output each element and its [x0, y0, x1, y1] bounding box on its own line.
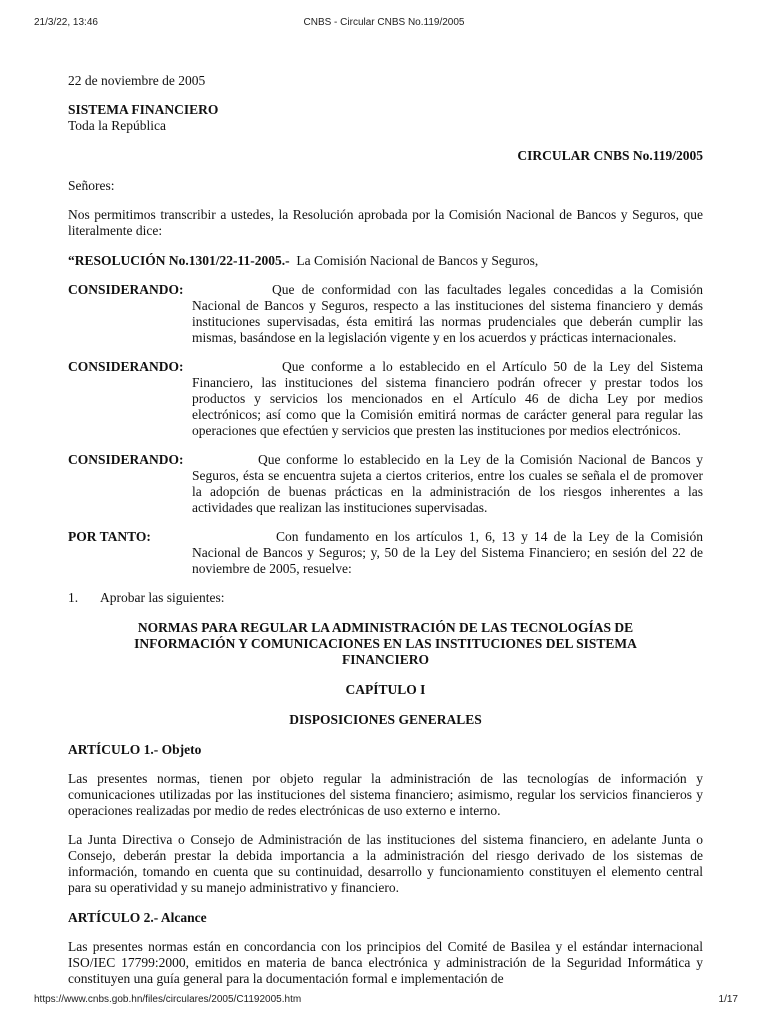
- resolucion-label: “RESOLUCIÓN No.1301/22-11-2005.-: [68, 253, 290, 268]
- item-number: 1.: [68, 590, 79, 605]
- chapter-subheading: DISPOSICIONES GENERALES: [289, 712, 482, 727]
- print-url: https://www.cnbs.gob.hn/files/circulares/2005/C1192005.htm: [34, 994, 302, 1005]
- article-2-title: ARTÍCULO 2.- Alcance: [68, 910, 207, 925]
- browser-print-header: [0, 0, 768, 40]
- considerando-label: CONSIDERANDO:: [68, 452, 184, 467]
- por-tanto-label: POR TANTO:: [68, 529, 151, 544]
- considerando-text: Que conforme lo establecido en la Ley de la Comisión Nacional de Bancos y Seguros, ésta se encuentra sujeta a ciertos criterios, entre los cuales se señala el de promover la adopción de buenas prácticas en la administración de los riesgos inherentes a las actividades que realizan las instituciones supervisadas.: [192, 452, 703, 515]
- normas-title: NORMAS PARA REGULAR LA ADMINISTRACIÓN DE LAS TECNOLOGÍAS DE INFORMACIÓN Y COMUNICACIONES EN LAS INSTITUCIONES DEL SISTEMA FINANCIERO: [134, 620, 637, 667]
- considerando-3: [68, 452, 703, 516]
- article-1-paragraph-1: Las presentes normas, tienen por objeto regular la administración de las tecnologías de información y comunicaciones utilizadas por las instituciones del sistema financiero; asimismo, regular los servicios financieros y operaciones realizadas por medio de redes electrónicas de uso externo e interno.: [68, 771, 703, 818]
- considerando-1: [68, 282, 703, 346]
- chapter-heading: CAPÍTULO I: [345, 682, 426, 697]
- doc-date: 22 de noviembre de 2005: [68, 73, 206, 88]
- por-tanto: [68, 529, 703, 577]
- intro-paragraph: Nos permitimos transcribir a ustedes, la Resolución aprobada por la Comisión Nacional de Bancos y Seguros, que literalmente dice:: [68, 207, 703, 238]
- considerando-text: Que de conformidad con las facultades legales concedidas a la Comisión Nacional de Bancos y Seguros, respecto a las instituciones del sistema financiero y demás instituciones supervisadas, ésta emitirá las normas prudenciales que deberán cumplir las mismas, basándose en la legislación vigente y en los acuerdos y prácticas internacionales.: [192, 282, 703, 345]
- considerando-2: [68, 359, 703, 439]
- addressee-sistema: SISTEMA FINANCIERO: [68, 102, 219, 117]
- article-2-paragraph-1: Las presentes normas están en concordancia con los principios del Comité de Basilea y el estándar internacional ISO/IEC 17799:2000, emitidos en materia de banca electrónica y administración de la Seguridad Informática y constituyen una guía general para la documentación formal e implementación de: [68, 939, 703, 986]
- resolution-item-1: [68, 590, 703, 606]
- resolucion-line: [68, 253, 703, 269]
- print-page-title: CNBS - Circular CNBS No.119/2005: [303, 17, 465, 28]
- print-page-number: 1/17: [718, 994, 738, 1005]
- print-datetime: 21/3/22, 13:46: [34, 17, 98, 28]
- por-tanto-text: Con fundamento en los artículos 1, 6, 13 y 14 de la Ley de la Comisión Nacional de Bancos y Seguros; y, 50 de la Ley del Sistema Financiero; en sesión del 22 de noviembre de 2005, resuelve:: [192, 529, 703, 576]
- browser-print-footer: [0, 988, 768, 1024]
- addressee-republica: Toda la República: [68, 118, 167, 133]
- considerando-text: Que conforme a lo establecido en el Artículo 50 de la Ley del Sistema Financiero, las instituciones del sistema financiero podrán ofrecer y prestar todos los productos y servicios los mencionados en el Artículo 46 de dicha Ley por medios electrónicos; así como que la Comisión emitirá normas de carácter general para regular las operaciones que efectúen y servicios que presten las instituciones por medios electrónicos.: [192, 359, 703, 438]
- document-body: [68, 73, 703, 987]
- circular-number: CIRCULAR CNBS No.119/2005: [517, 148, 703, 163]
- article-1-paragraph-2: La Junta Directiva o Consejo de Administración de las instituciones del sistema financiero, en adelante Junta o Consejo, deberán prestar la debida importancia a la administración del riesgo derivado de los sistemas de información, tomando en cuenta que su continuidad, desarrollo y funcionamiento constituyen el elemento central para su operatividad y su manejo administrativo y financiero.: [68, 832, 703, 895]
- article-1-title: ARTÍCULO 1.- Objeto: [68, 742, 202, 757]
- resolucion-text: La Comisión Nacional de Bancos y Seguros,: [296, 253, 539, 268]
- considerando-label: CONSIDERANDO:: [68, 282, 184, 297]
- salutation: Señores:: [68, 178, 115, 193]
- considerando-label: CONSIDERANDO:: [68, 359, 184, 374]
- item-text: Aprobar las siguientes:: [100, 590, 225, 605]
